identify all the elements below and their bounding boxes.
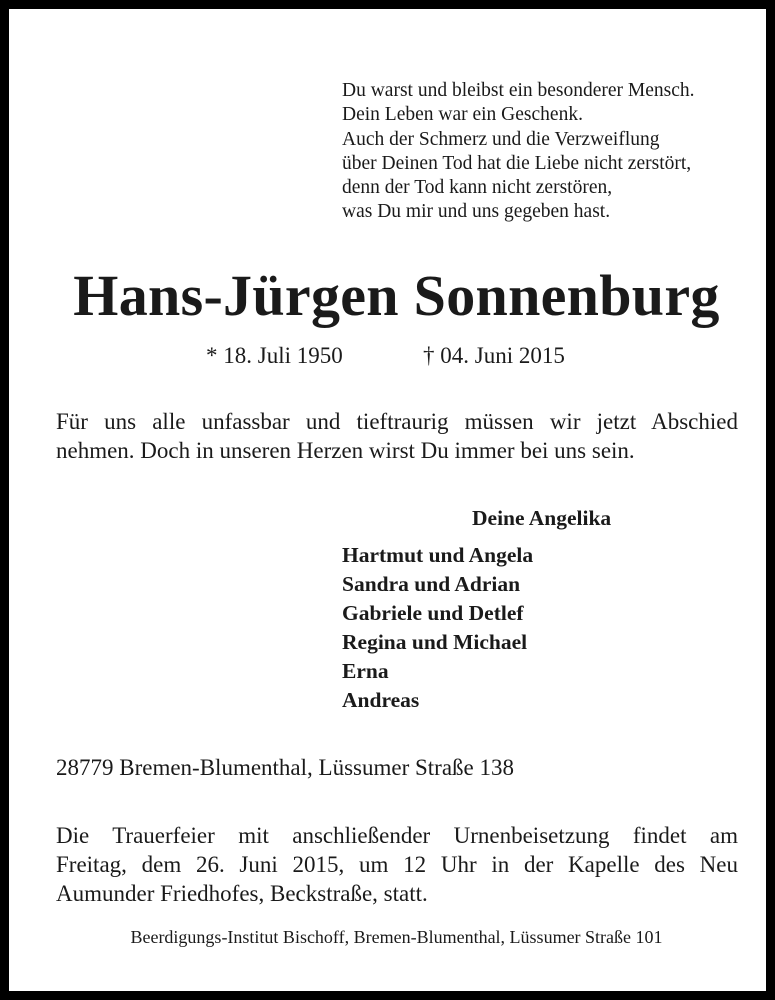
- family-list: [342, 541, 533, 715]
- birth-date: * 18. Juli 1950: [206, 343, 343, 368]
- family-member: Hartmut und Angela: [342, 543, 534, 567]
- signer-name: Deine Angelika: [472, 506, 612, 530]
- poem-line: Du warst und bleibst ein besonderer Mensch.: [342, 80, 695, 101]
- poem-line: denn der Tod kann nicht zerstören,: [342, 177, 613, 199]
- funeral-home: Beerdigungs-Institut Bischoff, Bremen-Blumenthal, Lüssumer Straße 101: [130, 927, 663, 947]
- family-member: Regina und Michael: [342, 630, 528, 654]
- ceremony-info: [56, 821, 738, 908]
- family-member: Erna: [342, 659, 389, 683]
- farewell-text: [56, 407, 738, 465]
- farewell-line: nehmen. Doch in unseren Herzen wirst Du immer bei uns sein.: [56, 438, 635, 463]
- poem-line: was Du mir und uns gegeben hast.: [342, 201, 611, 223]
- family-member: Gabriele und Detlef: [342, 601, 524, 625]
- mourner-address: 28779 Bremen-Blumenthal, Lüssumer Straße 138: [56, 755, 515, 780]
- poem-line: Auch der Schmerz und die Verzweiflung: [342, 128, 660, 150]
- family-member: Andreas: [342, 688, 420, 712]
- poem-line: Dein Leben war ein Geschenk.: [342, 104, 583, 126]
- death-date: † 04. Juni 2015: [423, 343, 565, 368]
- ceremony-line: Aumunder Friedhofes, Beckstraße, statt.: [56, 881, 428, 906]
- ceremony-line: Freitag, dem 26. Juni 2015, um 12 Uhr in der Kapelle des Neu: [56, 852, 738, 877]
- deceased-name: Hans-Jürgen Sonnenburg: [73, 263, 720, 328]
- poem-line: über Deinen Tod hat die Liebe nicht zerstört,: [342, 152, 692, 174]
- memorial-poem: [342, 79, 762, 225]
- ceremony-line: Die Trauerfeier mit anschließender Urnenbeisetzung findet am: [56, 823, 738, 848]
- farewell-line: Für uns alle unfassbar und tieftraurig müssen wir jetzt Abschied: [56, 409, 738, 434]
- family-member: Sandra und Adrian: [342, 572, 521, 596]
